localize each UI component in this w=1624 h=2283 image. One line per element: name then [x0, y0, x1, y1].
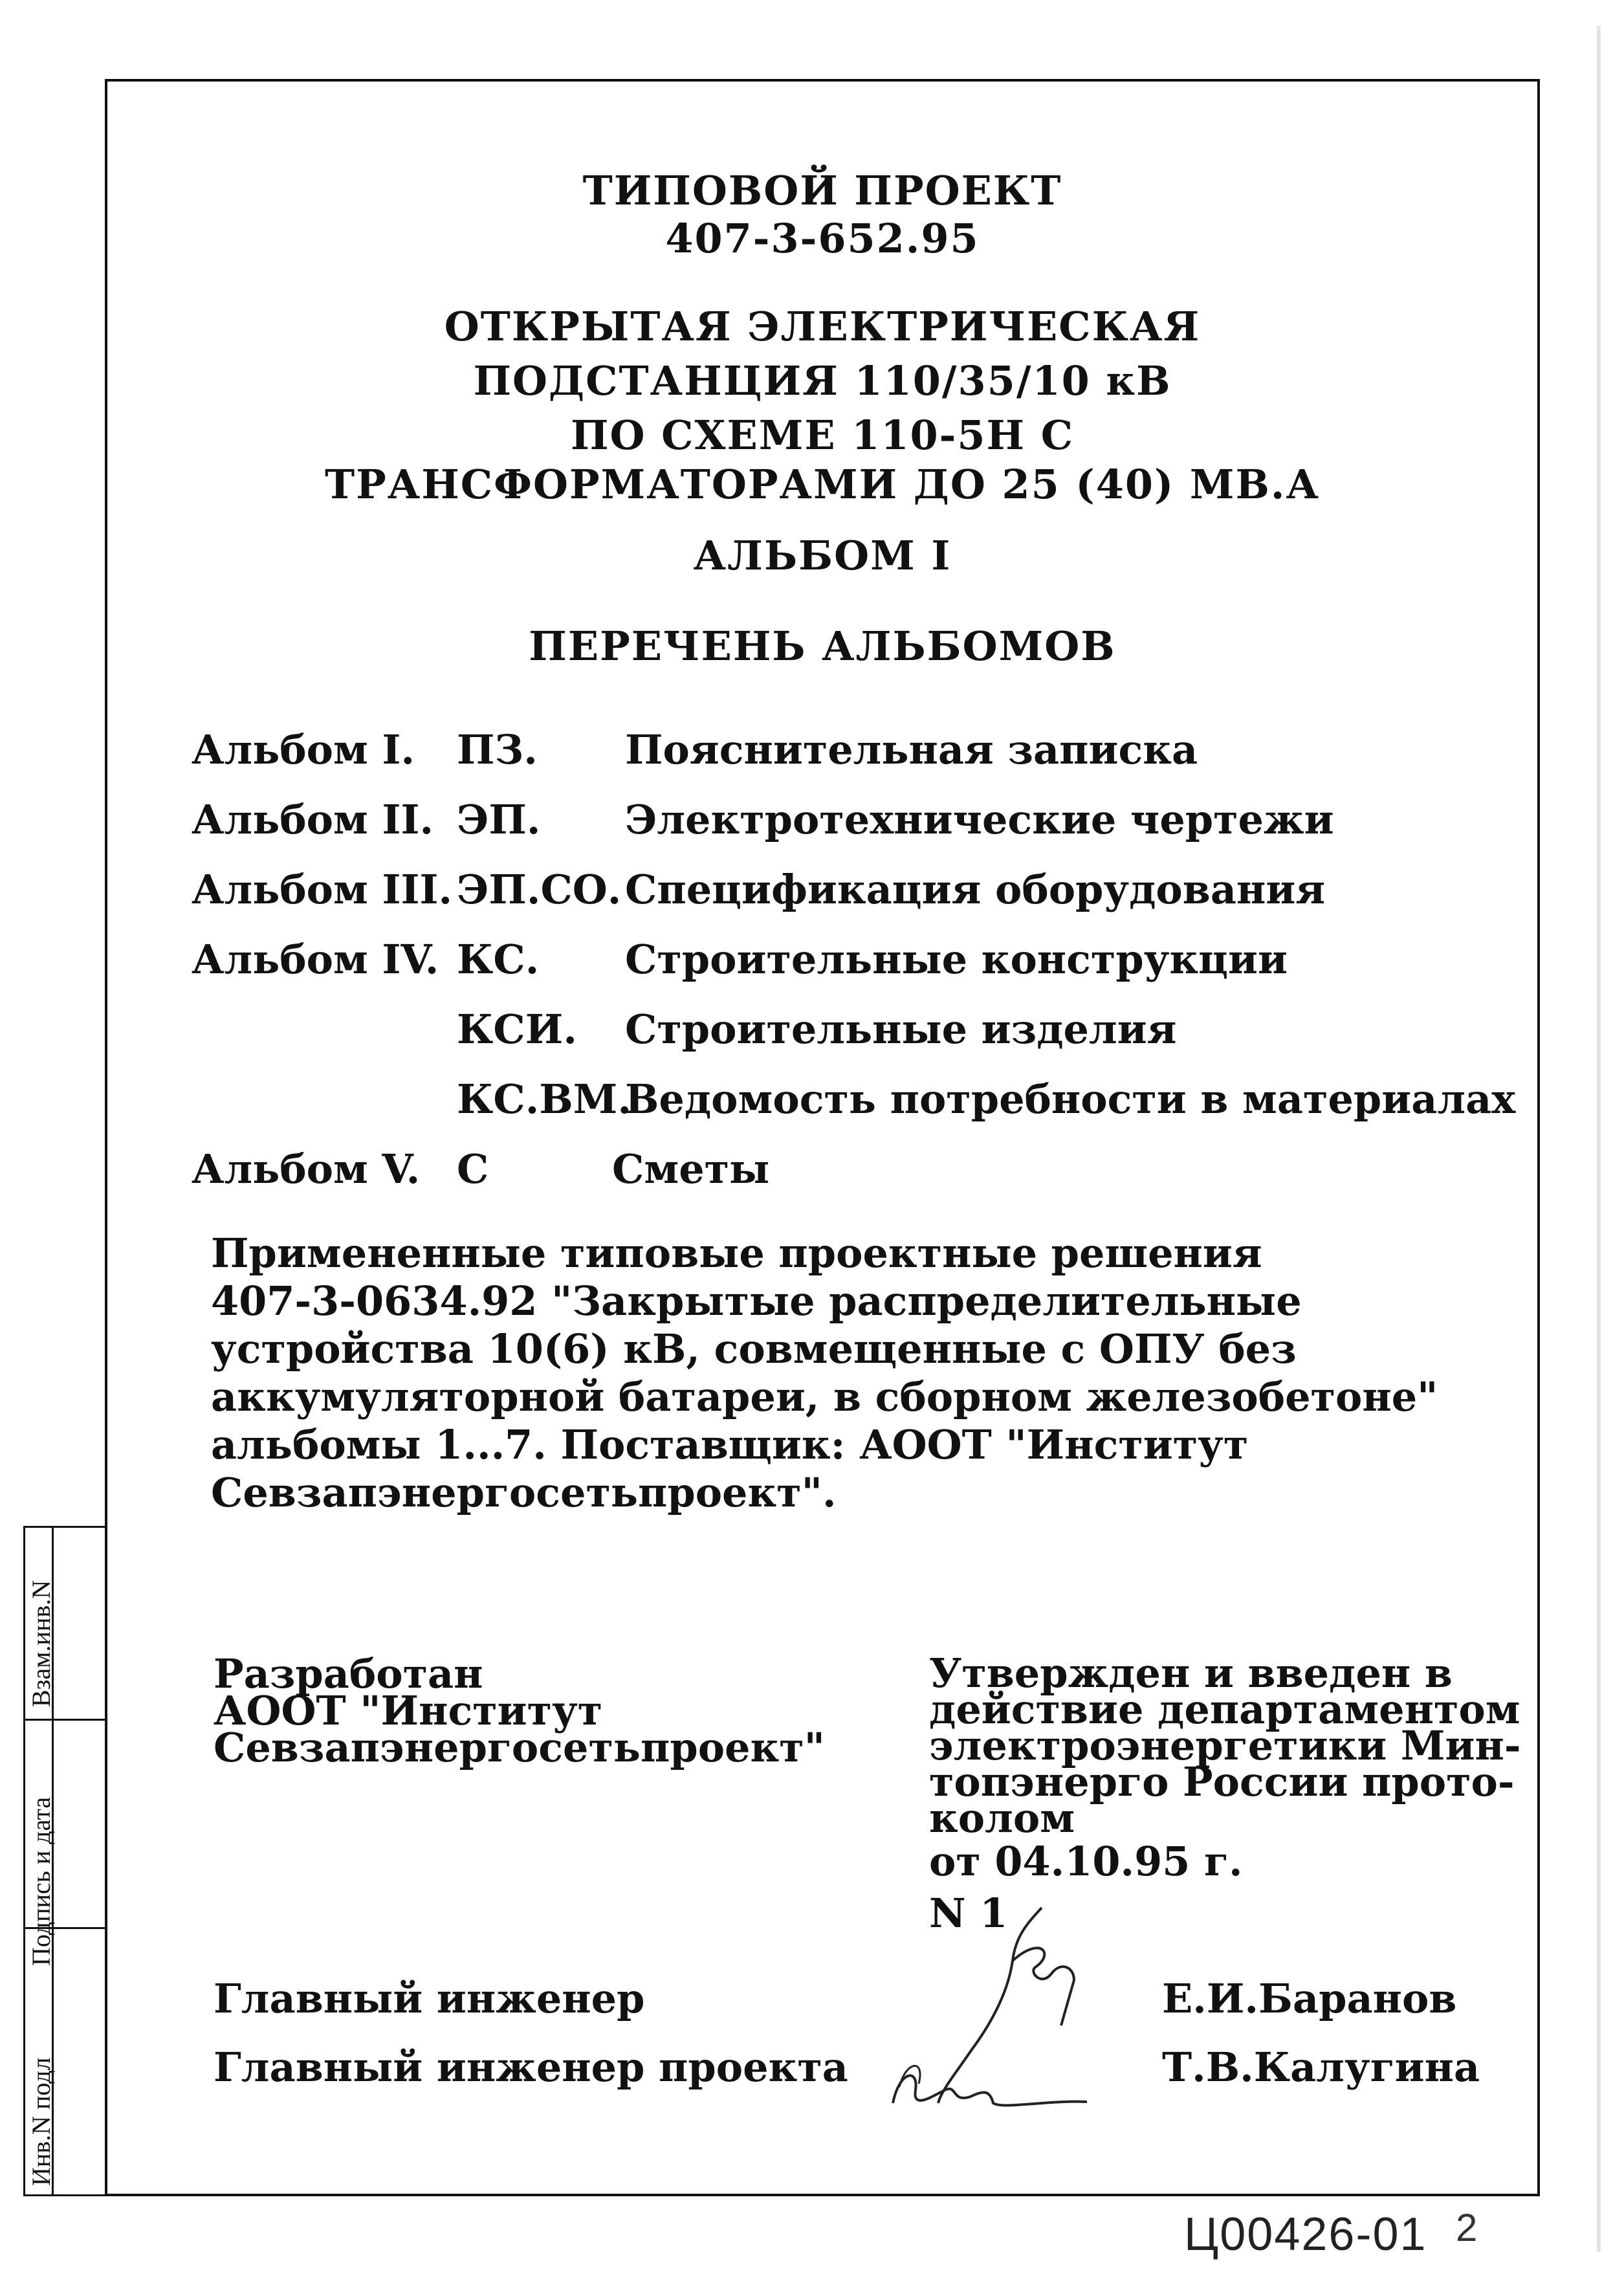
album-code: КСИ. — [457, 1006, 577, 1053]
album-code: КС.ВМ. — [457, 1075, 631, 1123]
album-code: ПЗ. — [457, 726, 538, 773]
album-title: Электротехнические чертежи — [625, 796, 1334, 843]
album-code: ЭП. — [457, 796, 541, 843]
subtitle-line-2: ПОДСТАНЦИЯ 110/35/10 кВ — [473, 357, 1172, 404]
approval-number: N 1 — [929, 1890, 1008, 1937]
album-number: Альбом V. — [192, 1145, 421, 1193]
signature-role: Главный инженер — [214, 1975, 645, 2022]
album-number: Альбом I. — [192, 726, 415, 773]
sidebar-signature-date: Подпись и дата — [27, 1796, 56, 1966]
applied-solutions-note: Примененные типовые проектные решения 407-3-0634.92 "Закрытые распределительные устройства 10(6) кВ, совмещенные с ОПУ без аккумуляторной батареи, в сборном железобетоне" альбомы 1...7. Поставщик: АООТ "Институт Севзапэнергосетьпроект". — [211, 1230, 1438, 1516]
album-title: Сметы — [612, 1145, 770, 1193]
handwritten-signature — [880, 1896, 1113, 2129]
album-code: ЭП.СО. — [457, 866, 622, 913]
signature-name: Е.И.Баранов — [1162, 1975, 1457, 2022]
subtitle-line-3: ПО СХЕМЕ 110-5Н С — [570, 412, 1075, 459]
scan-edge — [1597, 26, 1601, 2252]
document-code-stamp: Ц00426-01 — [1184, 2209, 1427, 2260]
sidebar-inv-number: Инв.N подл — [27, 2057, 56, 2186]
approval-sidebar — [0, 1526, 105, 2196]
album-title: Строительные изделия — [625, 1006, 1177, 1053]
album-code: С — [457, 1145, 489, 1193]
album-title: Пояснительная записка — [625, 726, 1198, 773]
album-number: Альбом II. — [192, 796, 434, 843]
album-number: Альбом III. — [192, 866, 453, 913]
subtitle-line-4: ТРАНСФОРМАТОРАМИ ДО 25 (40) МВ.А — [324, 461, 1321, 508]
project-number: 407-3-652.95 — [665, 215, 980, 262]
sidebar-replaced-inv: Взам.инв.N — [27, 1580, 56, 1707]
album-label: АЛЬБОМ I — [693, 532, 952, 579]
album-code: КС. — [457, 936, 540, 983]
page-number: 2 — [1456, 2206, 1478, 2249]
album-title: Ведомость потребности в материалах — [625, 1075, 1516, 1123]
approval-date: от 04.10.95 г. — [929, 1838, 1243, 1885]
subtitle-line-1: ОТКРЫТАЯ ЭЛЕКТРИЧЕСКАЯ — [444, 303, 1201, 350]
title-line-1: ТИПОВОЙ ПРОЕКТ — [582, 167, 1062, 214]
signature-role: Главный инженер проекта — [214, 2044, 848, 2091]
album-title: Спецификация оборудования — [625, 866, 1326, 913]
album-title: Строительные конструкции — [625, 936, 1288, 983]
album-number: Альбом IV. — [192, 936, 439, 983]
approval-block: Утвержден и введен в действие департаментом электроэнергетики Мин- топэнерго России прото- колом — [929, 1649, 1521, 1842]
signature-name: Т.В.Калугина — [1162, 2044, 1480, 2091]
list-heading: ПЕРЕЧЕНЬ АЛЬБОМОВ — [529, 623, 1116, 670]
developer-block: Разработан АООТ "Институт Севзапэнергосетьпроект" — [214, 1650, 825, 1771]
